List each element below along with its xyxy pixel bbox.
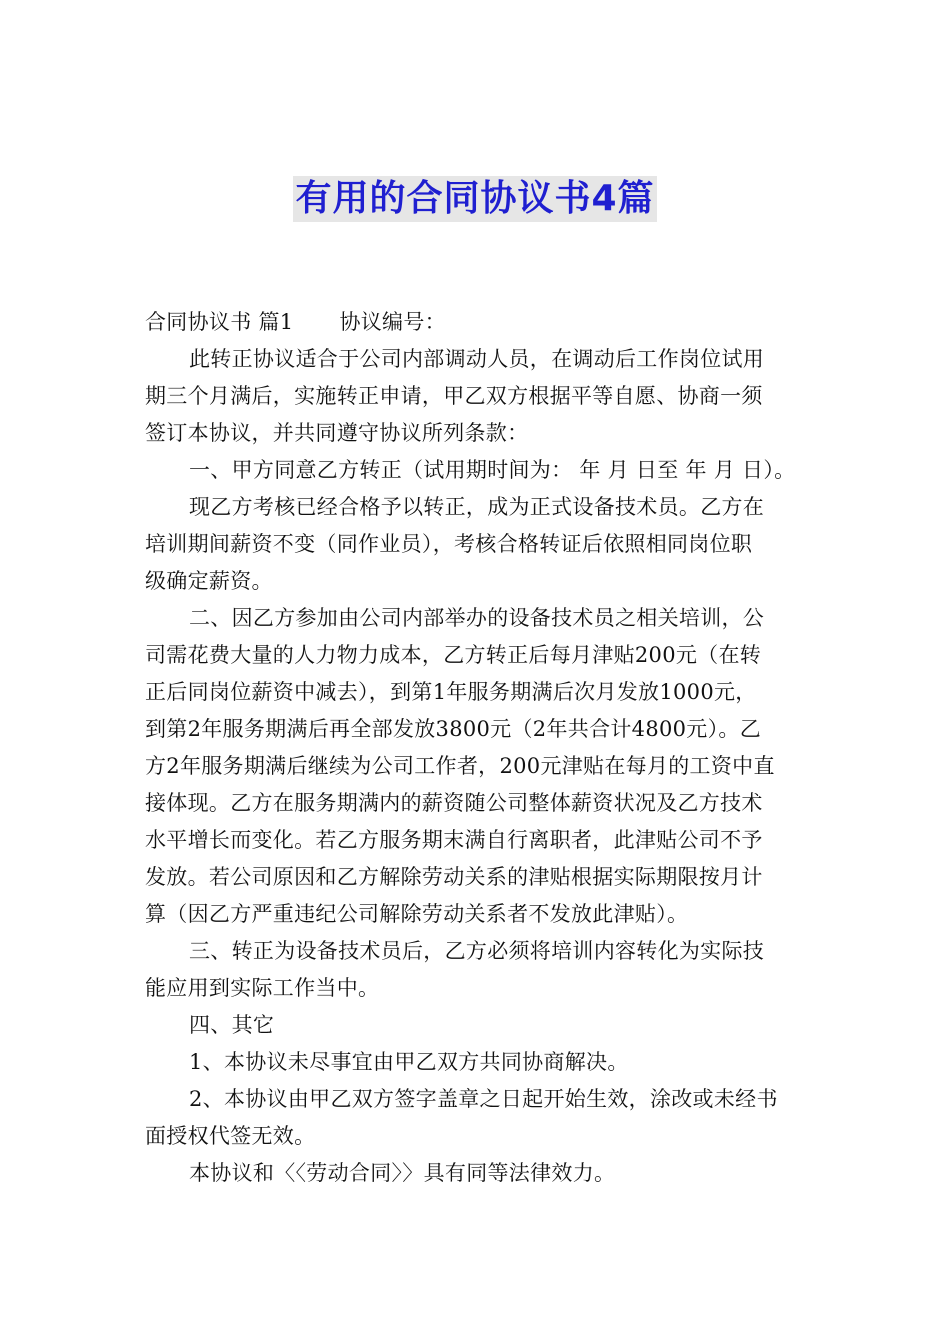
text-line: 到第2年服务期满后再全部发放3800元（2年共合计4800元）。乙	[145, 717, 762, 741]
document-body	[145, 304, 807, 1192]
text-line: 本协议和〈〈劳动合同〉〉具有同等法律效力。	[189, 1161, 616, 1185]
text-line: 发放。若公司原因和乙方解除劳动关系的津贴根据实际期限按月计	[145, 865, 763, 889]
text-line: 二、因乙方参加由公司内部举办的设备技术员之相关培训，公	[189, 606, 765, 630]
paragraph-lines	[145, 341, 807, 1192]
text-line: 正后同岗位薪资中减去），到第1年服务期满后次月发放1000元，	[145, 680, 757, 704]
text-line: 面授权代签无效。	[145, 1124, 316, 1148]
text-line: 2、本协议由甲乙双方签字盖章之日起开始生效，涂改或未经书	[189, 1087, 778, 1111]
text-line: 现乙方考核已经合格予以转正，成为正式设备技术员。乙方在	[189, 495, 765, 519]
text-line: 接体现。乙方在服务期满内的薪资随公司整体薪资状况及乙方技术	[145, 791, 763, 815]
text-line: 级确定薪资。	[145, 569, 273, 593]
text-line: 期三个月满后，实施转正申请，甲乙双方根据平等自愿、协商一须	[145, 384, 763, 408]
text-line: 签订本协议，并共同遵守协议所列条款：	[145, 421, 529, 445]
text-line: 四、其它	[189, 1013, 275, 1037]
text-line: 方2年服务期满后继续为公司工作者，200元津贴在每月的工资中直	[145, 754, 775, 778]
text-line: 一、甲方同意乙方转正（试用期时间为： 年 月 日至 年 月 日）。	[189, 458, 796, 482]
header-line	[145, 304, 807, 341]
text-line: 此转正协议适合于公司内部调动人员，在调动后工作岗位试用	[189, 347, 765, 371]
section-heading: 合同协议书 篇1	[145, 310, 294, 334]
text-line: 培训期间薪资不变（同作业员），考核合格转证后依照相同岗位职	[145, 532, 753, 556]
text-line: 算（因乙方严重违纪公司解除劳动关系者不发放此津贴）。	[145, 902, 689, 926]
text-line: 能应用到实际工作当中。	[145, 976, 380, 1000]
document-title: 有用的合同协议书4篇	[293, 176, 656, 222]
title-wrap	[0, 176, 950, 222]
text-line: 司需花费大量的人力物力成本，乙方转正后每月津贴200元（在转	[145, 643, 762, 667]
text-line: 水平增长而变化。若乙方服务期末满自行离职者，此津贴公司不予	[145, 828, 763, 852]
agreement-number-label: 协议编号：	[339, 310, 446, 334]
text-line: 三、转正为设备技术员后，乙方必须将培训内容转化为实际技	[189, 939, 765, 963]
text-line: 1、本协议未尽事宜由甲乙双方共同协商解决。	[189, 1050, 629, 1074]
